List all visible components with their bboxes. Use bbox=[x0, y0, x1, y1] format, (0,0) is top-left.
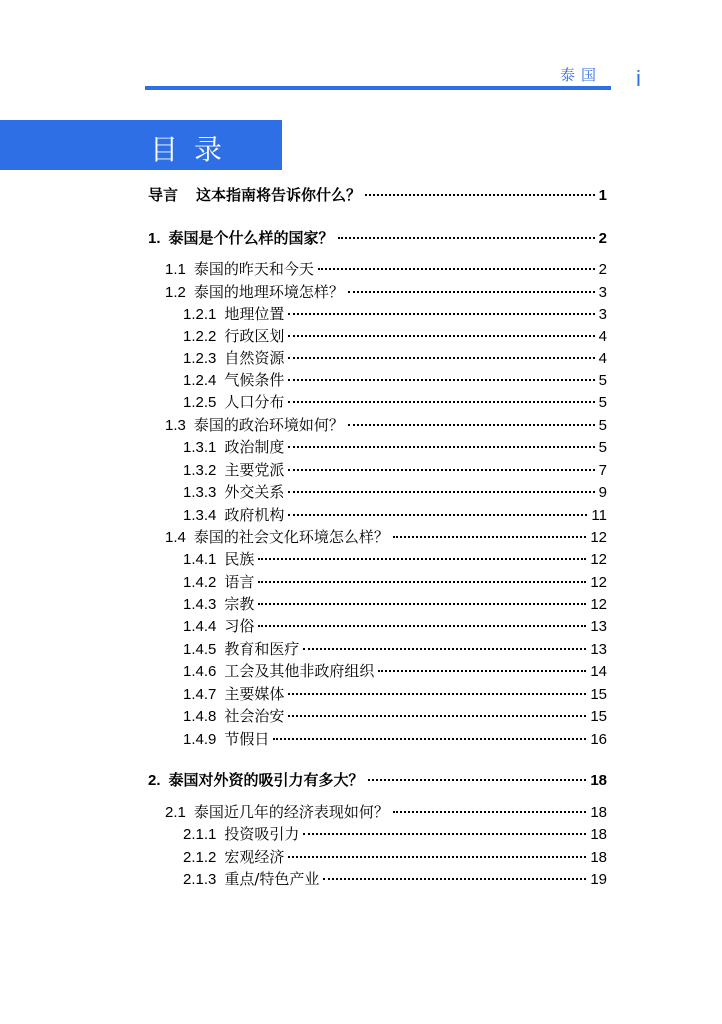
toc-entry-page: 3 bbox=[598, 306, 607, 323]
toc-entry-title: 地理位置 bbox=[224, 305, 285, 323]
toc-entry-page: 7 bbox=[598, 462, 607, 479]
toc-entry-title: 主要媒体 bbox=[224, 685, 285, 703]
toc-entry[interactable] bbox=[183, 505, 607, 526]
toc-entry-label bbox=[183, 437, 284, 458]
toc-entry-page: 2 bbox=[598, 261, 607, 278]
toc-entry-page: 15 bbox=[590, 708, 607, 725]
dot-leader bbox=[378, 670, 586, 672]
toc-entry[interactable] bbox=[183, 706, 607, 727]
toc-entry-number: 1.2.3 bbox=[183, 350, 217, 367]
toc-entry[interactable] bbox=[183, 684, 607, 705]
toc-entry-label bbox=[183, 370, 284, 391]
toc-entry-label bbox=[165, 527, 389, 548]
toc-entry[interactable] bbox=[183, 392, 607, 413]
toc-entry[interactable] bbox=[183, 616, 607, 637]
toc-entry-title: 教育和医疗 bbox=[224, 640, 300, 658]
toc-entry-title: 人口分布 bbox=[224, 393, 285, 411]
toc-entry-number: 2. bbox=[148, 772, 161, 789]
toc-entry-page: 1 bbox=[598, 187, 607, 204]
toc-entry-label bbox=[183, 824, 299, 845]
toc-entry-number: 1.2 bbox=[165, 284, 186, 301]
toc-entry-number: 2.1.3 bbox=[183, 871, 217, 888]
toc-entry-title: 社会治安 bbox=[224, 707, 285, 725]
toc-entry-number: 1.4.9 bbox=[183, 731, 217, 748]
toc-entry-label bbox=[183, 392, 284, 413]
toc-entry-number: 1.2.1 bbox=[183, 306, 217, 323]
toc-entry-page: 2 bbox=[598, 230, 607, 247]
toc-entry[interactable] bbox=[183, 437, 607, 458]
dot-leader bbox=[288, 514, 587, 516]
toc-entry-page: 18 bbox=[590, 826, 607, 843]
toc-entry-title: 泰国的昨天和今天 bbox=[193, 260, 314, 278]
toc-entry[interactable] bbox=[148, 770, 607, 791]
dot-leader bbox=[258, 625, 586, 627]
toc-entry[interactable] bbox=[183, 348, 607, 369]
toc-entry-page: 4 bbox=[598, 328, 607, 345]
toc-entry-label bbox=[183, 304, 284, 325]
dot-leader bbox=[348, 424, 595, 426]
toc-entry[interactable] bbox=[165, 259, 607, 280]
dot-leader bbox=[288, 856, 586, 858]
toc-entry-page: 18 bbox=[590, 772, 607, 789]
toc-entry-label bbox=[165, 415, 344, 436]
page-numeral: i bbox=[636, 66, 641, 91]
toc-entry-label bbox=[148, 228, 334, 249]
toc-entry[interactable] bbox=[183, 594, 607, 615]
toc-entry-number: 1.2.2 bbox=[183, 328, 217, 345]
toc-entry-label bbox=[183, 706, 284, 727]
dot-leader bbox=[393, 811, 586, 813]
toc-entry-page: 15 bbox=[590, 686, 607, 703]
dot-leader bbox=[288, 715, 586, 717]
toc-entry-title: 宗教 bbox=[224, 595, 255, 613]
toc-entry-label bbox=[165, 282, 344, 303]
toc-entry-label bbox=[183, 549, 254, 570]
toc-entry-page: 13 bbox=[590, 618, 607, 635]
toc-entry-number: 1.2.4 bbox=[183, 372, 217, 389]
toc-entry-title: 民族 bbox=[224, 550, 255, 568]
toc-entry-title: 主要党派 bbox=[224, 461, 285, 479]
dot-leader bbox=[288, 469, 594, 471]
toc-entry-page: 18 bbox=[590, 804, 607, 821]
header-rule bbox=[145, 86, 611, 90]
dot-leader bbox=[288, 379, 594, 381]
title-banner bbox=[0, 120, 282, 170]
dot-leader bbox=[365, 194, 595, 196]
toc-entry-number: 1.3 bbox=[165, 417, 186, 434]
toc-entry[interactable] bbox=[183, 847, 607, 868]
toc-entry-label bbox=[148, 770, 364, 791]
toc-entry-page: 5 bbox=[598, 417, 607, 434]
toc-entry-page: 12 bbox=[590, 596, 607, 613]
toc-entry-label bbox=[183, 505, 284, 526]
header-country: 泰国 bbox=[560, 66, 603, 84]
toc-entry-number: 1.3.4 bbox=[183, 507, 217, 524]
toc-entry-page: 12 bbox=[590, 529, 607, 546]
dot-leader bbox=[288, 313, 594, 315]
toc-entry-number: 1.4.3 bbox=[183, 596, 217, 613]
toc-entry-label bbox=[183, 661, 374, 682]
toc-entry-page: 19 bbox=[590, 871, 607, 888]
toc-entry-page: 11 bbox=[591, 507, 607, 524]
toc-entry-title: 这本指南将告诉你什么？ bbox=[196, 186, 362, 204]
toc-entry-title: 泰国的政治环境如何？ bbox=[193, 416, 344, 434]
dot-leader bbox=[288, 693, 586, 695]
toc-entry[interactable] bbox=[165, 282, 607, 303]
toc-entry-number: 1.1 bbox=[165, 261, 186, 278]
toc-entry-page: 5 bbox=[598, 439, 607, 456]
toc-entry[interactable] bbox=[183, 572, 607, 593]
toc-entry-title: 语言 bbox=[224, 573, 255, 591]
toc-entry-number: 1.4.2 bbox=[183, 574, 217, 591]
toc-entry-number: 1.4.5 bbox=[183, 641, 217, 658]
toc-entry-number: 1.3.2 bbox=[183, 462, 217, 479]
toc-entry-title: 自然资源 bbox=[224, 349, 285, 367]
toc-entry-number: 1. bbox=[148, 230, 161, 247]
toc-entry-title: 节假日 bbox=[224, 730, 270, 748]
toc-entry-number: 1.4.8 bbox=[183, 708, 217, 725]
toc-entry[interactable] bbox=[183, 482, 607, 503]
dot-leader bbox=[288, 446, 594, 448]
toc-entry-number: 1.4 bbox=[165, 529, 186, 546]
toc-entry[interactable] bbox=[165, 802, 607, 823]
toc-entry-label bbox=[183, 482, 284, 503]
toc-entry-title: 宏观经济 bbox=[224, 848, 285, 866]
toc-entry[interactable] bbox=[183, 326, 607, 347]
toc-entry[interactable] bbox=[165, 415, 607, 436]
toc-entry-title: 重点/特色产业 bbox=[224, 870, 320, 888]
toc-entry-title: 泰国近几年的经济表现如何？ bbox=[193, 803, 389, 821]
toc-entry[interactable] bbox=[183, 869, 607, 890]
toc-entry-title: 习俗 bbox=[224, 617, 255, 635]
toc-entry-label bbox=[183, 639, 299, 660]
toc-entry-number: 1.4.4 bbox=[183, 618, 217, 635]
dot-leader bbox=[303, 833, 586, 835]
toc-entry-number: 1.4.1 bbox=[183, 551, 217, 568]
toc-entry-number: 2.1.1 bbox=[183, 826, 217, 843]
toc-entry-label bbox=[183, 326, 284, 347]
toc-entry-page: 18 bbox=[590, 849, 607, 866]
toc-entry-page: 5 bbox=[598, 394, 607, 411]
toc-entry-title: 投资吸引力 bbox=[224, 825, 300, 843]
toc-entry-label bbox=[183, 729, 269, 750]
toc-entry-number: 导言 bbox=[148, 187, 179, 204]
dot-leader bbox=[368, 779, 587, 781]
toc-entry-title: 政治制度 bbox=[224, 438, 285, 456]
toc-entry-label bbox=[183, 869, 319, 890]
toc-entry[interactable] bbox=[183, 370, 607, 391]
toc-entry-number: 1.4.6 bbox=[183, 663, 217, 680]
toc-entry-page: 16 bbox=[590, 731, 607, 748]
toc-entry-page: 14 bbox=[590, 663, 607, 680]
toc-entry-page: 13 bbox=[590, 641, 607, 658]
toc-entry-label bbox=[183, 460, 284, 481]
dot-leader bbox=[258, 603, 586, 605]
toc-entry-page: 4 bbox=[598, 350, 607, 367]
toc-entry[interactable] bbox=[183, 729, 607, 750]
dot-leader bbox=[318, 268, 595, 270]
toc-entry-title: 行政区划 bbox=[224, 327, 285, 345]
toc-entry-page: 12 bbox=[590, 551, 607, 568]
toc-entry-page: 3 bbox=[598, 284, 607, 301]
toc-entry-label bbox=[183, 616, 254, 637]
toc-entry-title: 气候条件 bbox=[224, 371, 285, 389]
toc-entry-title: 工会及其他非政府组织 bbox=[224, 662, 375, 680]
dot-leader bbox=[348, 291, 595, 293]
toc-entry-page: 12 bbox=[590, 574, 607, 591]
toc-entry-number: 1.4.7 bbox=[183, 686, 217, 703]
dot-leader bbox=[258, 558, 586, 560]
toc-entry-number: 1.3.3 bbox=[183, 484, 217, 501]
toc-entry-page: 9 bbox=[598, 484, 607, 501]
toc-entry[interactable] bbox=[148, 228, 607, 249]
dot-leader bbox=[288, 491, 594, 493]
toc-entry[interactable] bbox=[165, 527, 607, 548]
toc-entry[interactable] bbox=[148, 185, 607, 206]
toc-entry-title: 政府机构 bbox=[224, 506, 285, 524]
toc-entry-title: 泰国的社会文化环境怎么样？ bbox=[193, 528, 389, 546]
toc-entry-label bbox=[183, 348, 284, 369]
toc-entry-title: 泰国的地理环境怎样？ bbox=[193, 283, 344, 301]
toc-entry-title: 泰国是个什么样的国家？ bbox=[168, 229, 334, 247]
page-title: 目录 bbox=[150, 133, 239, 166]
toc-entry[interactable] bbox=[183, 549, 607, 570]
toc-entry-label bbox=[183, 572, 254, 593]
dot-leader bbox=[393, 536, 586, 538]
dot-leader bbox=[258, 581, 586, 583]
dot-leader bbox=[288, 401, 594, 403]
toc-entry-label bbox=[183, 684, 284, 705]
toc-entry-label bbox=[183, 847, 284, 868]
dot-leader bbox=[323, 878, 586, 880]
toc-entry-title: 泰国对外资的吸引力有多大？ bbox=[168, 771, 364, 789]
dot-leader bbox=[338, 237, 595, 239]
toc-entry-number: 1.2.5 bbox=[183, 394, 217, 411]
toc-entry[interactable] bbox=[183, 661, 607, 682]
dot-leader bbox=[303, 648, 586, 650]
dot-leader bbox=[273, 738, 586, 740]
dot-leader bbox=[288, 335, 594, 337]
toc-entry[interactable] bbox=[183, 824, 607, 845]
toc-entry-label bbox=[148, 185, 361, 206]
toc-entry-number: 2.1 bbox=[165, 804, 186, 821]
toc-entry[interactable] bbox=[183, 639, 607, 660]
dot-leader bbox=[288, 357, 594, 359]
toc-entry-number: 1.3.1 bbox=[183, 439, 217, 456]
toc-entry-page: 5 bbox=[598, 372, 607, 389]
toc-entry-label bbox=[183, 594, 254, 615]
toc-entry-label bbox=[165, 802, 389, 823]
toc-entry-label bbox=[165, 259, 314, 280]
toc-entry[interactable] bbox=[183, 460, 607, 481]
toc-entry[interactable] bbox=[183, 304, 607, 325]
toc-entry-title: 外交关系 bbox=[224, 483, 285, 501]
toc-entry-number: 2.1.2 bbox=[183, 849, 217, 866]
